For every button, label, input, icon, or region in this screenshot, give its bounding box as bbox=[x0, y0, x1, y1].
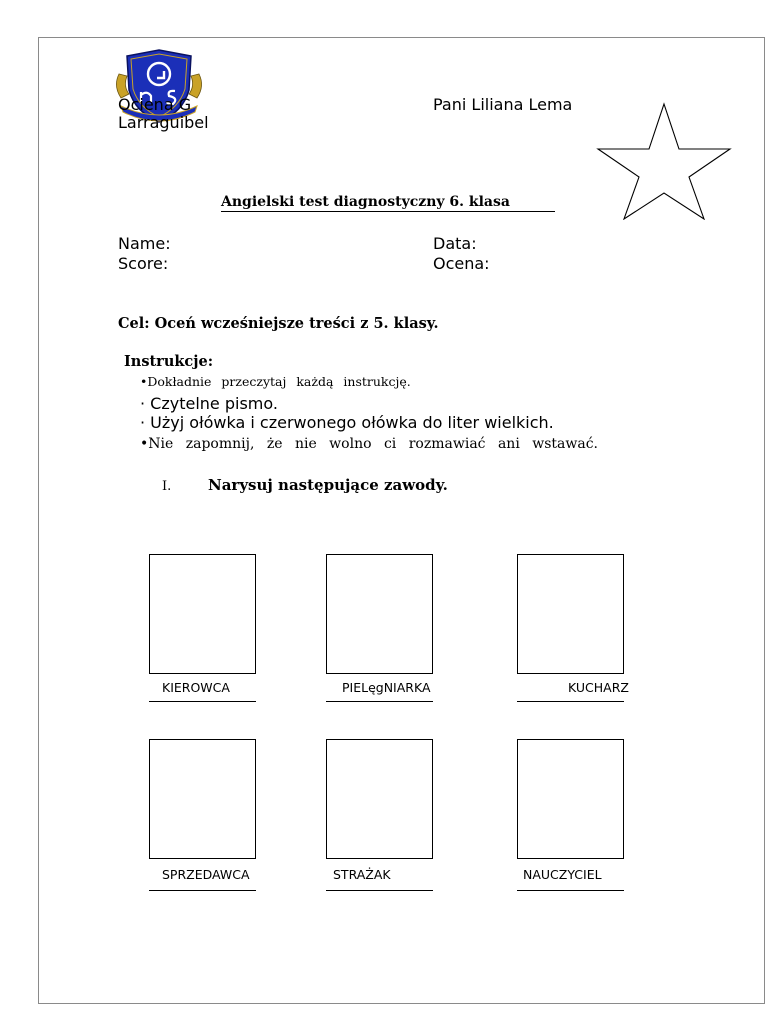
label-underline bbox=[149, 701, 256, 702]
profession-label-teacher: NAUCZYCIEL bbox=[523, 867, 602, 882]
profession-label-driver: KIEROWCA bbox=[162, 680, 230, 695]
label-underline bbox=[149, 890, 256, 891]
profession-label-cook: KUCHARZ bbox=[568, 680, 629, 695]
teacher-name-right: Pani Liliana Lema bbox=[433, 95, 573, 114]
profession-label-seller: SPRZEDAWCA bbox=[162, 867, 250, 882]
test-title: Angielski test diagnostyczny 6. klasa bbox=[221, 194, 555, 212]
instruction-item: · Użyj ołówka i czerwonego ołówka do liter wielkich. bbox=[140, 413, 554, 432]
profession-label-nurse: PIELęgNIARKA bbox=[342, 680, 431, 695]
label-underline bbox=[517, 890, 624, 891]
name-field-label: Name: bbox=[118, 234, 171, 253]
grade-field-label: Ocena: bbox=[433, 254, 490, 273]
instruction-item: •Dokładnie przeczytaj każdą instrukcję. bbox=[140, 374, 411, 389]
drawing-box-firefighter[interactable] bbox=[326, 739, 433, 859]
drawing-box-cook[interactable] bbox=[517, 554, 624, 674]
star-icon bbox=[596, 102, 732, 220]
profession-label-firefighter: STRAŻAK bbox=[333, 867, 391, 882]
drawing-box-seller[interactable] bbox=[149, 739, 256, 859]
teacher-name-left: Ociena G Larraguibel bbox=[118, 95, 209, 132]
date-field-label: Data: bbox=[433, 234, 477, 253]
drawing-box-nurse[interactable] bbox=[326, 554, 433, 674]
drawing-box-teacher[interactable] bbox=[517, 739, 624, 859]
label-underline bbox=[326, 701, 433, 702]
drawing-box-driver[interactable] bbox=[149, 554, 256, 674]
instructions-heading: Instrukcje: bbox=[124, 353, 214, 370]
score-field-label: Score: bbox=[118, 254, 169, 273]
section-title: Narysuj następujące zawody. bbox=[208, 476, 448, 494]
label-underline bbox=[517, 701, 624, 702]
instruction-item: · Czytelne pismo. bbox=[140, 394, 278, 413]
section-number: I. bbox=[162, 479, 172, 494]
goal-statement: Cel: Oceń wcześniejsze treści z 5. klasy. bbox=[118, 315, 439, 332]
instruction-item: •Nie zapomnij, że nie wolno ci rozmawiać ani wstawać. bbox=[140, 436, 599, 452]
label-underline bbox=[326, 890, 433, 891]
